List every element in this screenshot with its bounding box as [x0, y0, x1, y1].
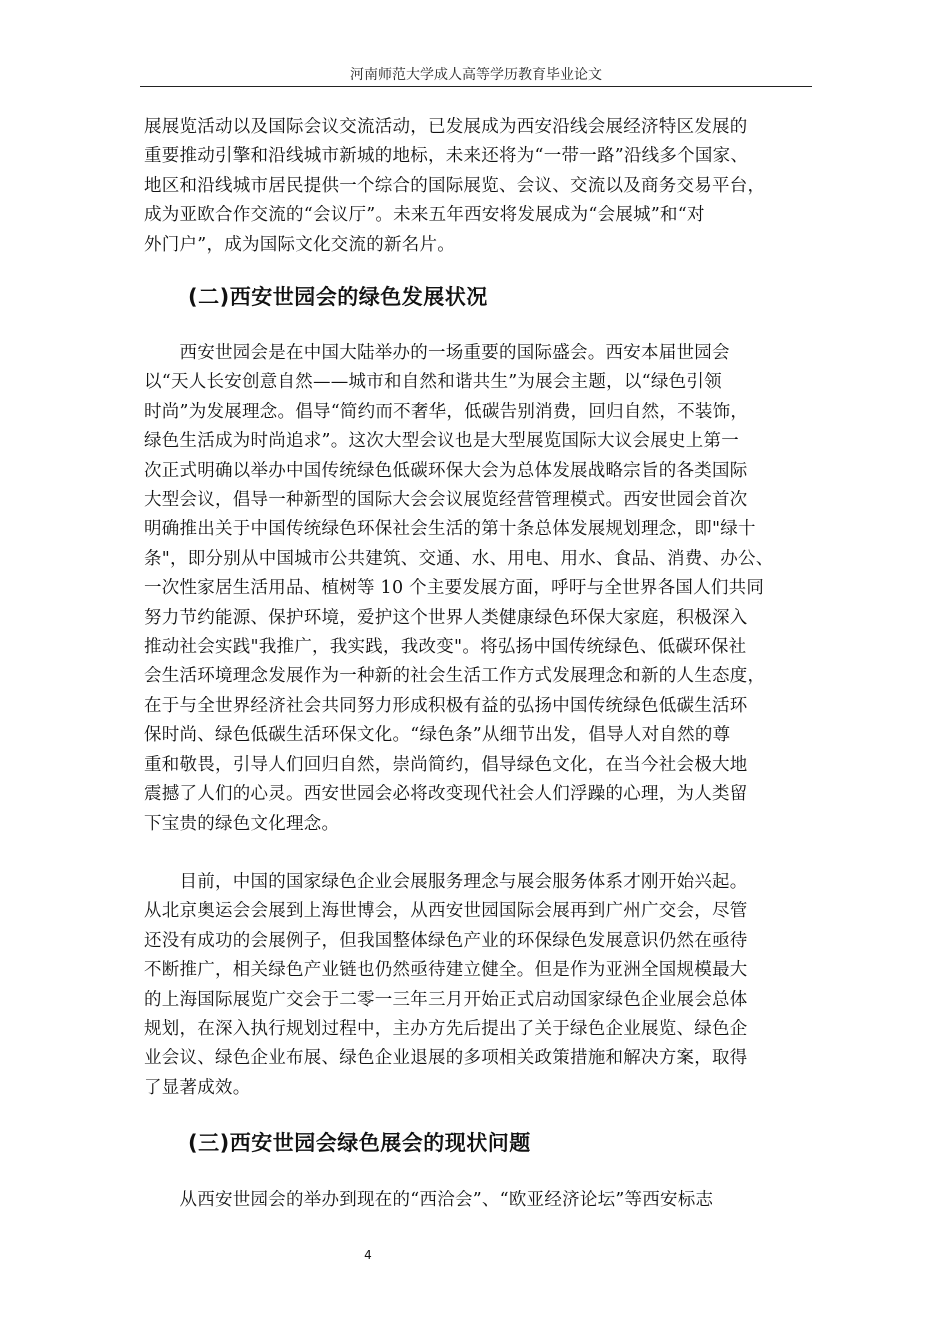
paragraph-green-exhibition-service: 目前，中国的国家绿色企业会展服务理念与展会服务体系才刚开始兴起。 从北京奥运会会展到上海世博会，从西安世园国际会展再到广州广交会，尽管 还没有成功的会展例子，但我国整体绿色产业的环保绿色发展意识仍然在亟待 不断推广，相关绿色产业链也仍然亟待建立健全。但是作为亚洲全国规模最大 的上海国际展览广交会于二零一三年三月开始正式启动国家绿色企业展会总体 规划，在深入执行规划过程中，主办方先后提出了关于绿色企业展览、绿色企 业会议、绿色企业布展、绿色企业退展的多项相关政策措施和解决方案，取得 了显著成效。 — [144, 872, 748, 1098]
paragraph-expo-green-concept: 西安世园会是在中国大陆举办的一场重要的国际盛会。西安本届世园会 以“天人长安创意自然——城市和自然和谐共生”为展会主题，以“绿色引领 时尚”为发展理念。倡导“简约而不奢华，低碳告别消费，回归自然，不装饰， 绿色生活成为时尚追求”。这次大型会议也是大型展览国际大议会展史上第一 次正式明确以举办中国传统绿色低碳环保大会为总体发展战略宗旨的各类国际 大型会议，倡导一种新型的国际大会会议展览经营管理模式。西安世园会首次 明确推出关于中国传统绿色环保社会生活的第十条总体发展规划理念，即"绿十 条"，即分别从中国城市公共建筑、交通、水、用电、用水、食品、消费、办公、 一次性家居生活用品、植树等 10 个主要发展方面，呼吁与全世界各国人们共同 努力节约能源、保护环境，爱护这个世界人类健康绿色环保大家庭，积极深入 推动社会实践"我推广，我实践，我改变"。将弘扬中国传统绿色、低碳环保社 会生活环境理念发展作为一种新的社会生活工作方式发展理念和新的人生态度， 在于与全世界经济社会共同努力形成积极有益的弘扬中国传统绿色低碳生活环 保时尚、绿色低碳生活环保文化。“绿色条”从细节出发，倡导人对自然的尊 重和敬畏，引导人们回归自然，崇尚简约，倡导绿色文化，在当今社会极大地 震撼了人们的心灵。西安世园会必将改变现代社会人们浮躁的心理，为人类留 下宝贵的绿色文化理念。 — [144, 343, 774, 834]
header-rule — [140, 86, 812, 87]
section-heading-current-problems: (三)西安世园会绿色展会的现状问题 — [188, 1131, 531, 1155]
page-number: 4 — [364, 1248, 372, 1262]
section-heading-green-development: (二)西安世园会的绿色发展状况 — [188, 285, 488, 309]
paragraph-exhibition-city: 展展览活动以及国际会议交流活动，已发展成为西安沿线会展经济特区发展的 重要推动引擎和沿线城市新城的地标，未来还将为“一带一路”沿线多个国家、 地区和沿线城市居民提供一个综合的国际展览、会议、交流以及商务交易平台， 成为亚欧合作交流的“会议厅”。未来五年西安将发展成为“会展城”和“对 外门户”，成为国际文化交流的新名片。 — [144, 117, 766, 255]
page-header: 河南师范大学成人高等学历教育毕业论文 — [350, 67, 602, 83]
paragraph-problems-intro: 从西安世园会的举办到现在的“西洽会”、“欧亚经济论坛”等西安标志 — [144, 1190, 714, 1210]
